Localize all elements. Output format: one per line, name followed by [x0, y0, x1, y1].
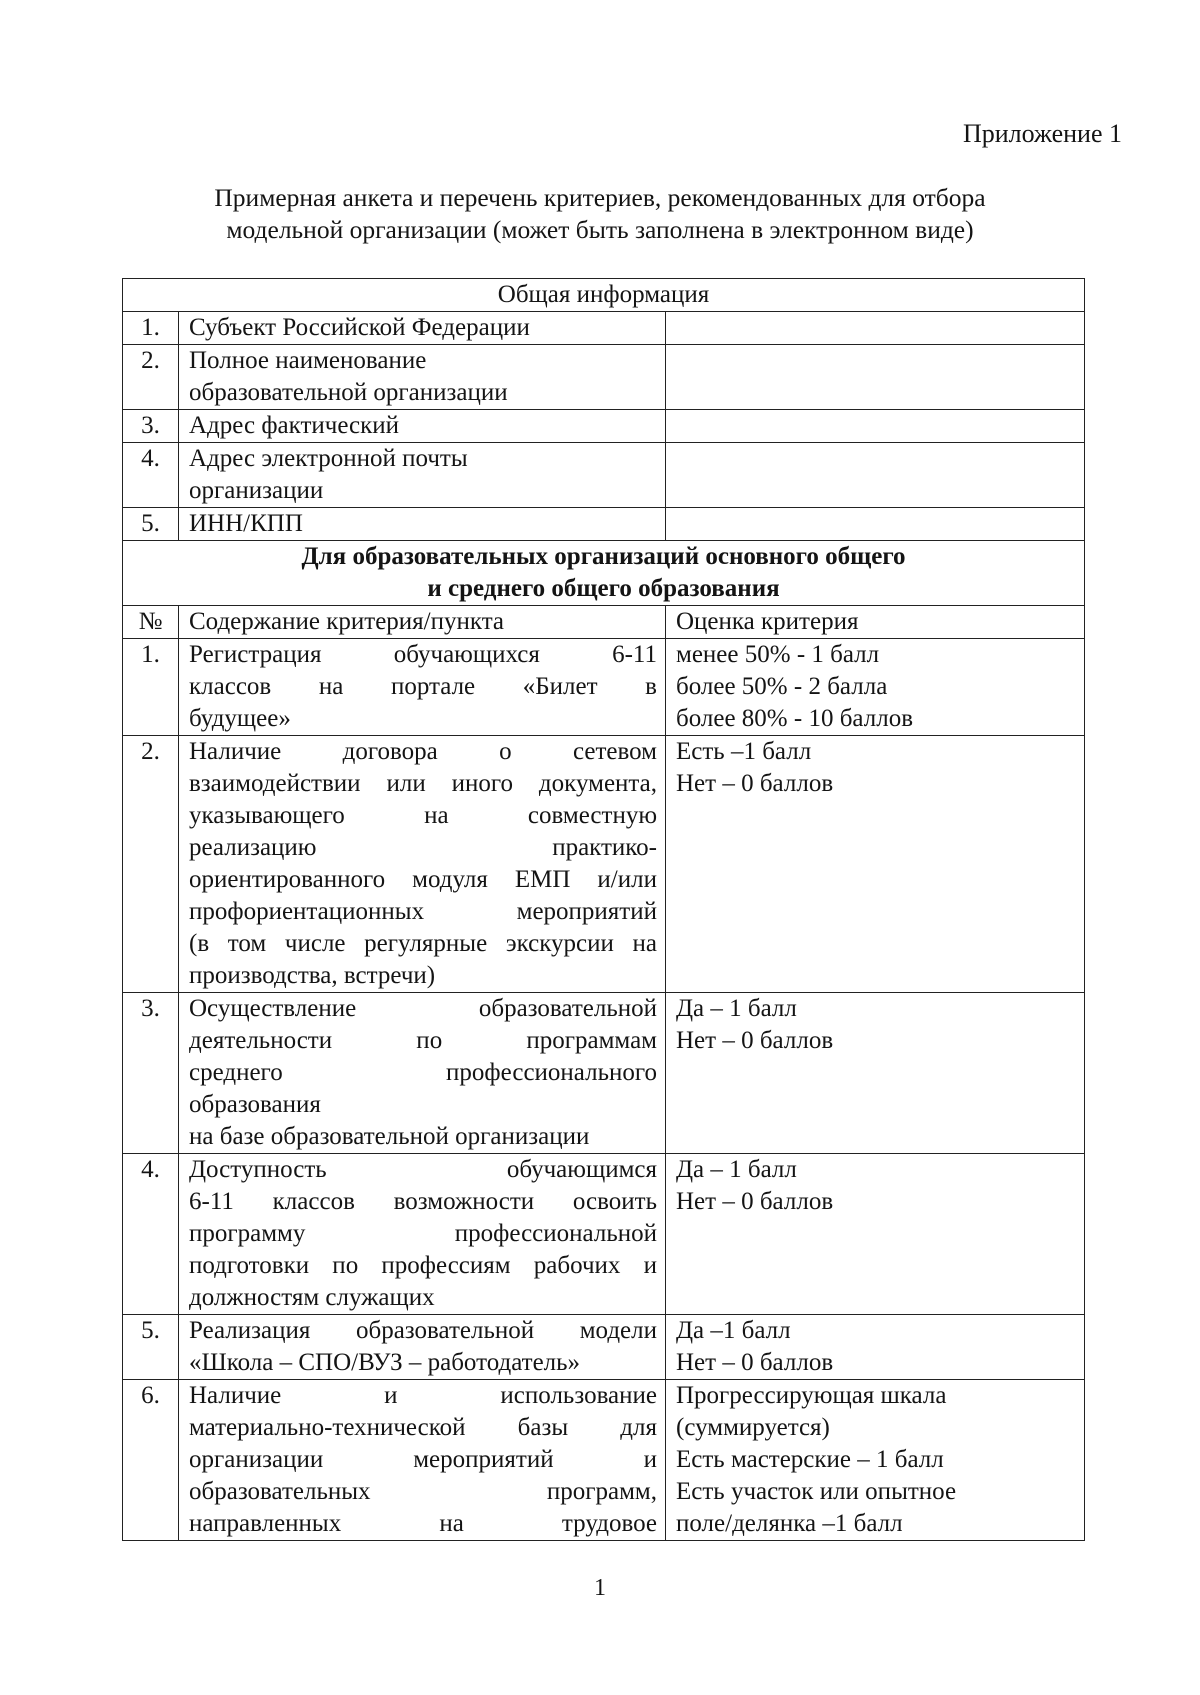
- criterion-content-line: организации мероприятий и: [189, 1446, 657, 1473]
- title-line: Примерная анкета и перечень критериев, рекомендованных для отбора: [214, 183, 986, 212]
- field-label-line: Субъект Российской Федерации: [189, 314, 530, 341]
- criterion-score: [666, 1154, 1085, 1315]
- criterion-content-line: Наличие и использование: [189, 1382, 657, 1409]
- field-label-line: ИНН/КПП: [189, 510, 303, 537]
- field-label-line: организации: [189, 477, 324, 504]
- criterion-content: [179, 736, 666, 993]
- criterion-number: 6.: [123, 1380, 179, 1541]
- criterion-content-line: Реализация образовательной модели: [189, 1317, 657, 1344]
- criterion-row: [123, 993, 1085, 1154]
- criterion-score-line: Нет – 0 баллов: [676, 1349, 834, 1376]
- criterion-content-line: подготовки по профессиям рабочих и: [189, 1252, 657, 1279]
- document-title: [120, 182, 1080, 246]
- criterion-content-line: взаимодействии или иного документа,: [189, 770, 657, 797]
- field-value-cell[interactable]: [666, 345, 1085, 410]
- criterion-score-line: Есть участок или опытное: [676, 1478, 957, 1505]
- field-label: [179, 345, 666, 410]
- criterion-content: [179, 1154, 666, 1315]
- criterion-content-line: должностям служащих: [189, 1284, 435, 1311]
- criterion-content-line: Доступность обучающимся: [189, 1156, 657, 1183]
- criterion-score: [666, 1315, 1085, 1380]
- criterion-content-line: на базе образовательной организации: [189, 1123, 590, 1150]
- title-line: модельной организации (может быть заполнена в электронном виде): [226, 215, 974, 244]
- criteria-section-heading: [123, 541, 1085, 606]
- criterion-content-line: Наличие договора о сетевом: [189, 738, 657, 765]
- criterion-score: [666, 639, 1085, 736]
- criteria-heading-line: и среднего общего образования: [427, 575, 780, 602]
- criterion-content-line: материально-технической базы для: [189, 1414, 657, 1441]
- criterion-row: [123, 1380, 1085, 1541]
- criterion-content-line: (в том числе регулярные экскурсии на: [189, 930, 657, 957]
- criterion-content-line: реализацию практико-: [189, 834, 657, 861]
- criterion-content-line: профориентационных мероприятий: [189, 898, 657, 925]
- criterion-score-line: Нет – 0 баллов: [676, 770, 834, 797]
- field-label: [179, 410, 666, 443]
- general-info-heading: Общая информация: [123, 279, 1085, 312]
- criterion-content-line: ориентированного модуля ЕМП и/или: [189, 866, 657, 893]
- field-value-cell[interactable]: [666, 410, 1085, 443]
- criterion-score-line: поле/делянка –1 балл: [676, 1510, 903, 1537]
- criterion-number: 2.: [123, 736, 179, 993]
- row-number: 2.: [123, 345, 179, 410]
- criterion-content: [179, 1315, 666, 1380]
- criterion-score-line: более 50% - 2 балла: [676, 673, 888, 700]
- criterion-row: [123, 1154, 1085, 1315]
- general-info-row: [123, 508, 1085, 541]
- criteria-heading-row: [123, 541, 1085, 606]
- criterion-number: 5.: [123, 1315, 179, 1380]
- criterion-score-line: (суммируется): [676, 1414, 830, 1441]
- general-info-heading-row: [123, 279, 1085, 312]
- criterion-row: [123, 736, 1085, 993]
- criterion-content-line: производства, встречи): [189, 962, 436, 989]
- criterion-content: [179, 993, 666, 1154]
- criterion-content-line: указывающего на совместную: [189, 802, 657, 829]
- criterion-content-line: программу профессиональной: [189, 1220, 657, 1247]
- page-number: 1: [594, 1575, 606, 1601]
- criterion-score-line: Есть мастерские – 1 балл: [676, 1446, 944, 1473]
- field-label-line: Полное наименование: [189, 347, 427, 374]
- column-header-num: №: [123, 606, 179, 639]
- column-header-score: Оценка критерия: [666, 606, 1085, 639]
- criterion-score-line: более 80% - 10 баллов: [676, 705, 913, 732]
- criterion-content-line: Регистрация обучающихся 6-11: [189, 641, 657, 668]
- row-number: 4.: [123, 443, 179, 508]
- general-info-row: [123, 443, 1085, 508]
- field-label-line: образовательной организации: [189, 379, 508, 406]
- criterion-content-line: направленных на трудовое: [189, 1510, 657, 1537]
- general-info-row: [123, 410, 1085, 443]
- criteria-form-table: [122, 278, 1085, 1541]
- criterion-content: [179, 639, 666, 736]
- field-label-line: Адрес фактический: [189, 412, 400, 439]
- general-info-row: [123, 345, 1085, 410]
- criterion-score-line: Да – 1 балл: [676, 1156, 797, 1183]
- criterion-score-line: менее 50% - 1 балл: [676, 641, 880, 668]
- general-info-row: [123, 312, 1085, 345]
- criterion-number: 1.: [123, 639, 179, 736]
- criterion-content-line: деятельности по программам: [189, 1027, 657, 1054]
- criterion-row: [123, 639, 1085, 736]
- field-value-cell[interactable]: [666, 508, 1085, 541]
- field-label: [179, 508, 666, 541]
- column-header-content: Содержание критерия/пункта: [179, 606, 666, 639]
- row-number: 5.: [123, 508, 179, 541]
- criterion-score-line: Нет – 0 баллов: [676, 1188, 834, 1215]
- field-label: [179, 443, 666, 508]
- criterion-score-line: Да – 1 балл: [676, 995, 797, 1022]
- criterion-row: [123, 1315, 1085, 1380]
- table-body: [123, 279, 1085, 1541]
- field-value-cell[interactable]: [666, 312, 1085, 345]
- field-value-cell[interactable]: [666, 443, 1085, 508]
- criterion-number: 4.: [123, 1154, 179, 1315]
- criterion-content-line: образовательных программ,: [189, 1478, 657, 1505]
- appendix-label: Приложение 1: [962, 119, 1122, 148]
- criterion-content-line: образования: [189, 1091, 321, 1118]
- column-header-row: [123, 606, 1085, 639]
- criterion-score: [666, 1380, 1085, 1541]
- criterion-content-line: будущее»: [189, 705, 291, 732]
- criteria-heading-line: Для образовательных организаций основного общего: [301, 543, 906, 570]
- criterion-score: [666, 993, 1085, 1154]
- criterion-score: [666, 736, 1085, 993]
- criterion-content-line: Осуществление образовательной: [189, 995, 657, 1022]
- criterion-score-line: Нет – 0 баллов: [676, 1027, 834, 1054]
- criterion-number: 3.: [123, 993, 179, 1154]
- criterion-content-line: «Школа – СПО/ВУЗ – работодатель»: [189, 1349, 581, 1376]
- criterion-score-line: Есть –1 балл: [676, 738, 812, 765]
- row-number: 3.: [123, 410, 179, 443]
- criterion-score-line: Да –1 балл: [676, 1317, 791, 1344]
- row-number: 1.: [123, 312, 179, 345]
- criterion-content-line: 6-11 классов возможности освоить: [189, 1188, 657, 1215]
- field-label: [179, 312, 666, 345]
- criterion-score-line: Прогрессирующая шкала: [676, 1382, 947, 1409]
- criterion-content-line: среднего профессионального: [189, 1059, 657, 1086]
- criterion-content-line: классов на портале «Билет в: [189, 673, 657, 700]
- field-label-line: Адрес электронной почты: [189, 445, 468, 472]
- criterion-content: [179, 1380, 666, 1541]
